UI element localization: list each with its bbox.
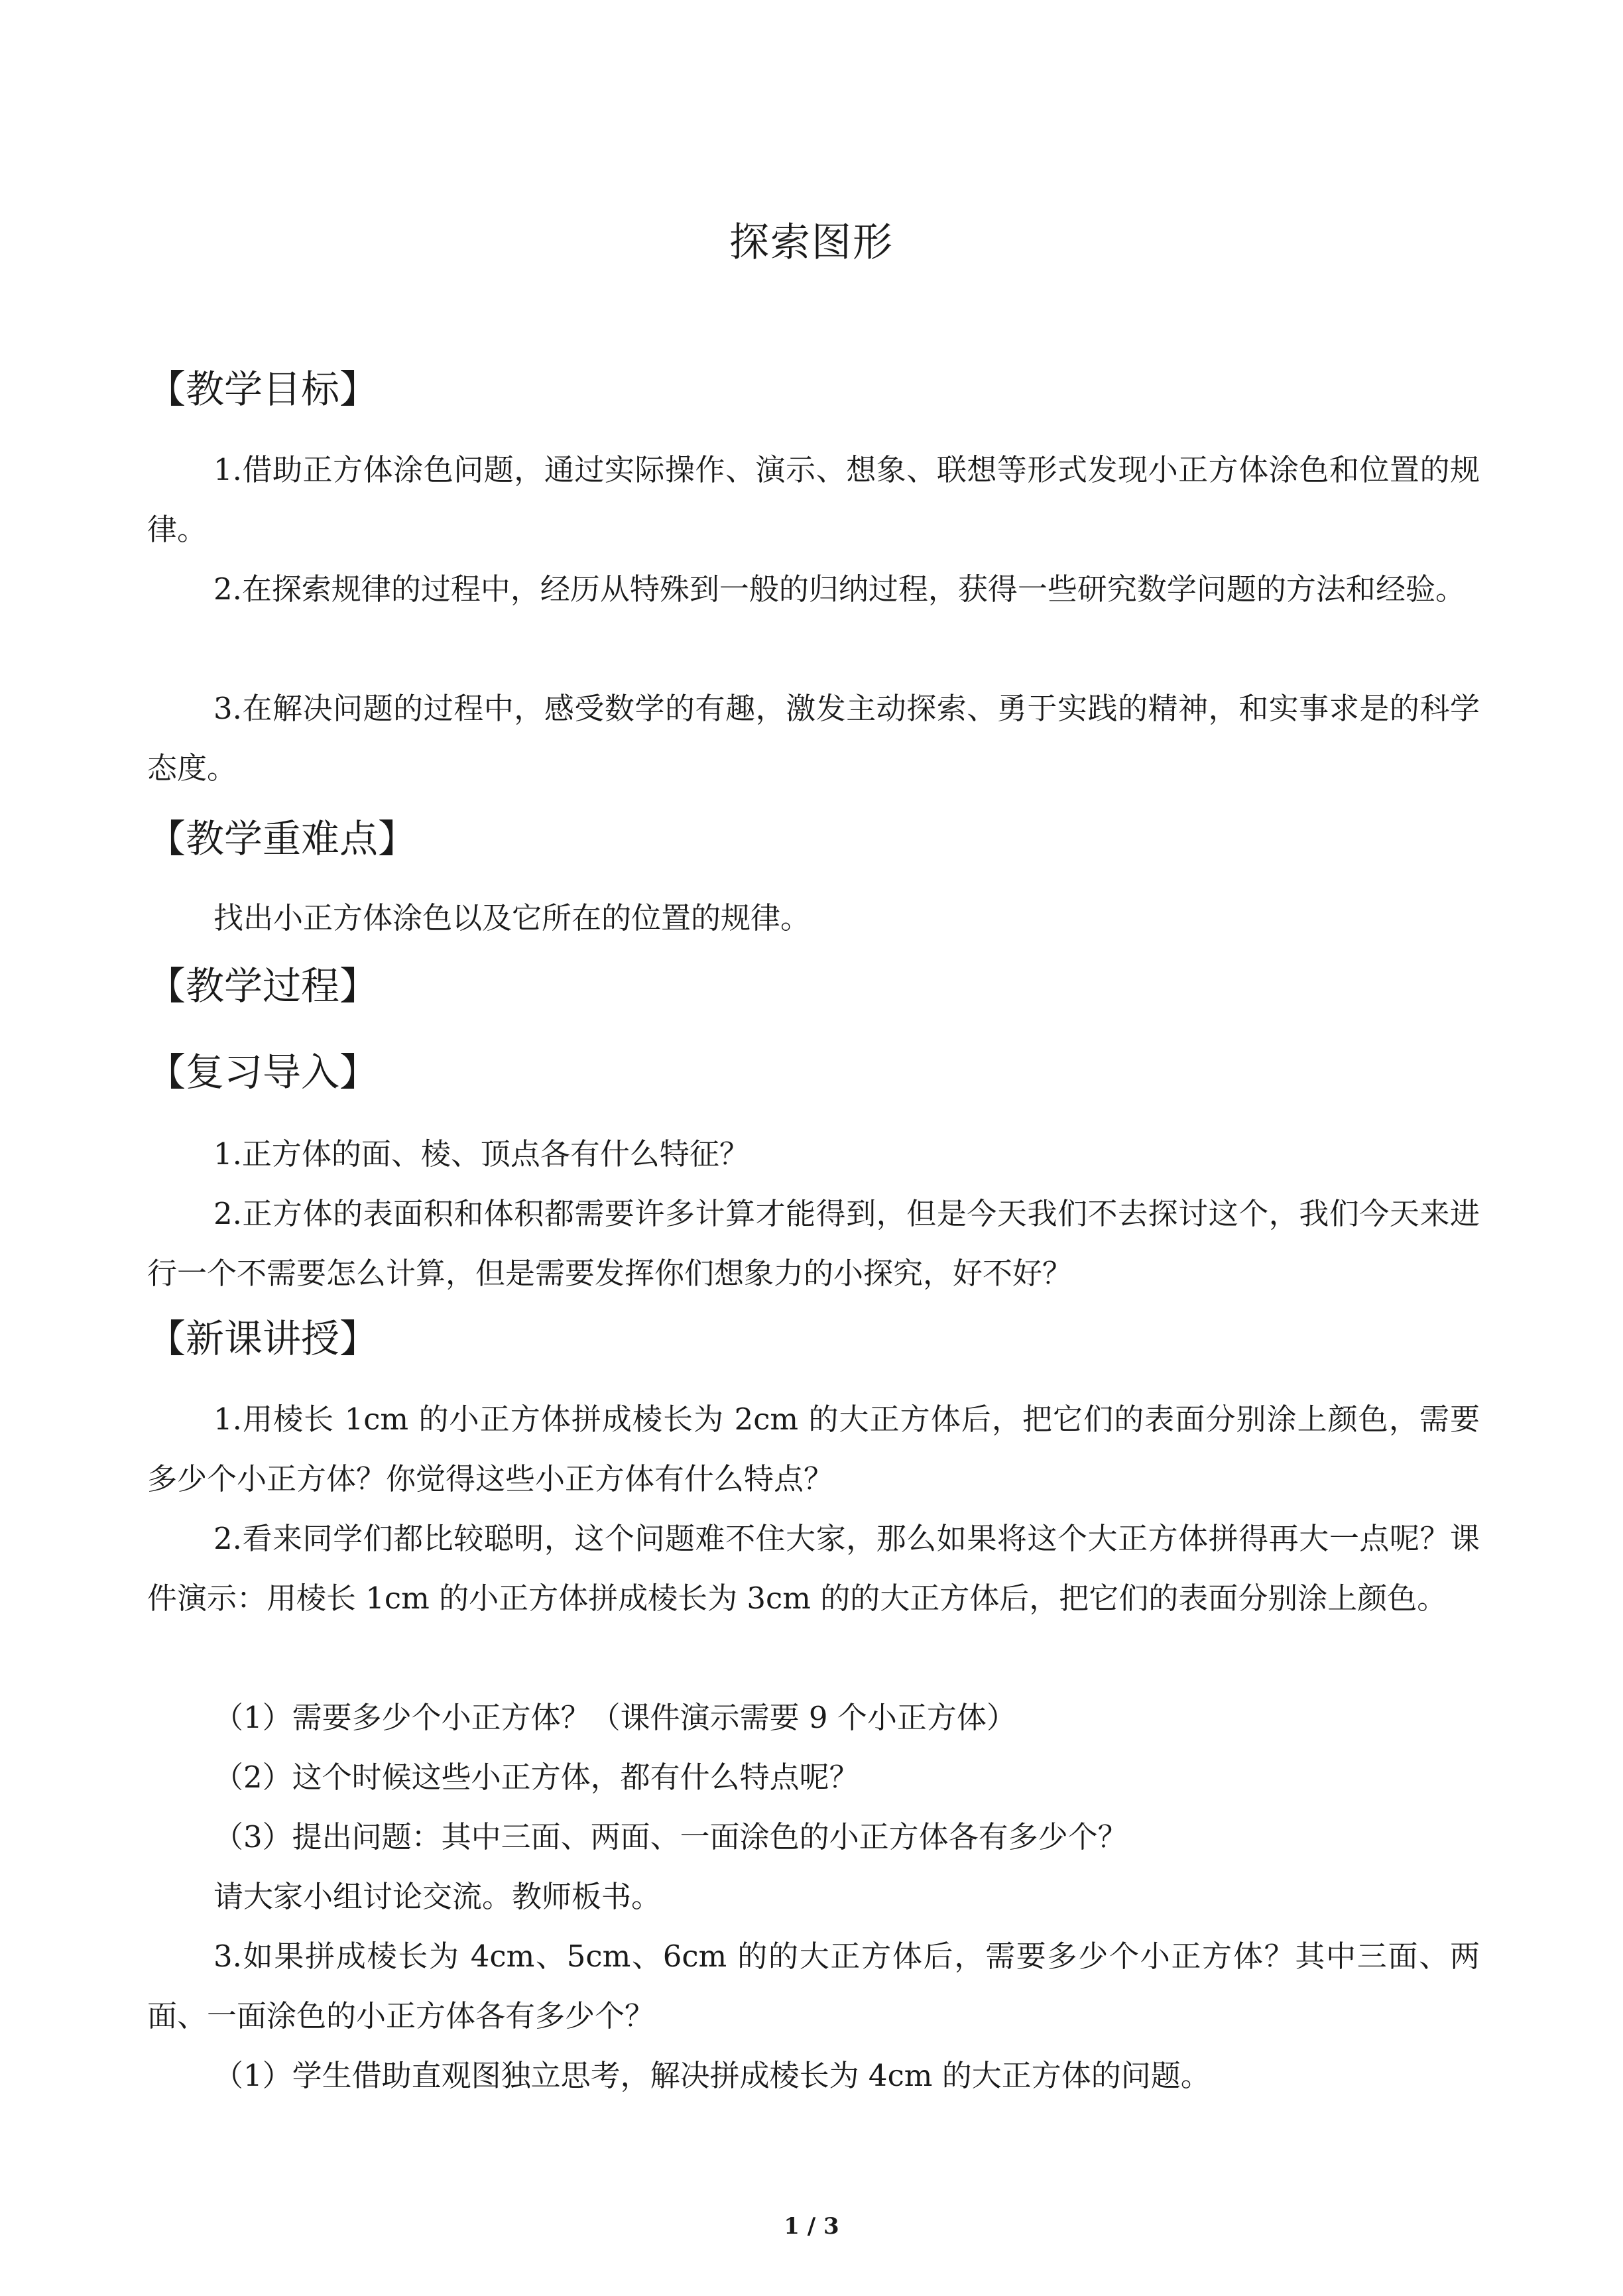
page-number: 1 / 3	[784, 2213, 839, 2240]
objective-item-3: 3.在解决问题的过程中，感受数学的有趣，激发主动探索、勇于实践的精神，和实事求是的科学态度。	[147, 691, 1480, 786]
heading-key-points: 【教学重难点】	[147, 816, 417, 861]
objective-item-2: 2.在探索规律的过程中，经历从特殊到一般的归纳过程，获得一些研究数学问题的方法和经验。	[213, 572, 1465, 607]
lesson-item-2-sub-3: （3）提出问题：其中三面、两面、一面涂色的小正方体各有多少个？	[213, 1819, 1128, 1854]
page-title: 探索图形	[729, 219, 894, 266]
lesson-item-3: 3.如果拼成棱长为 4cm、5cm、6cm 的的大正方体后，需要多少个小正方体？其中三面、两面、一面涂色的小正方体各有多少个？	[147, 1939, 1480, 2033]
lesson-item-2-sub-1: （1）需要多少个小正方体？（课件演示需要 9 个小正方体）	[213, 1700, 1016, 1735]
lesson-item-1: 1.用棱长 1cm 的小正方体拼成棱长为 2cm 的大正方体后，把它们的表面分别涂上颜色，需要多少个小正方体？你觉得这些小正方体有什么特点？	[147, 1402, 1480, 1496]
lesson-item-3-sub-1: （1）学生借助直观图独立思考，解决拼成棱长为 4cm 的大正方体的问题。	[213, 2058, 1211, 2093]
heading-new-lesson: 【新课讲授】	[147, 1316, 379, 1361]
heading-objectives: 【教学目标】	[147, 367, 379, 412]
lesson-item-2: 2.看来同学们都比较聪明，这个问题难不住大家，那么如果将这个大正方体拼得再大一点呢？课件演示：用棱长 1cm 的小正方体拼成棱长为 3cm 的的大正方体后，把它们的表面分别涂上颜色。	[147, 1521, 1480, 1616]
lesson-item-2-sub-2: （2）这个时候这些小正方体，都有什么特点呢？	[213, 1760, 859, 1795]
key-points-text: 找出小正方体涂色以及它所在的位置的规律。	[213, 900, 811, 936]
objective-item-1: 1.借助正方体涂色问题，通过实际操作、演示、想象、联想等形式发现小正方体涂色和位置的规律。	[147, 452, 1480, 547]
lesson-item-2-note: 请大家小组讨论交流。教师板书。	[213, 1879, 662, 1914]
heading-process: 【教学过程】	[147, 963, 379, 1008]
heading-review: 【复习导入】	[147, 1050, 379, 1095]
review-item-2: 2.正方体的表面积和体积都需要许多计算才能得到，但是今天我们不去探讨这个，我们今天来进行一个不需要怎么计算，但是需要发挥你们想象力的小探究，好不好？	[147, 1196, 1480, 1291]
review-item-1: 1.正方体的面、棱、顶点各有什么特征？	[213, 1136, 749, 1172]
